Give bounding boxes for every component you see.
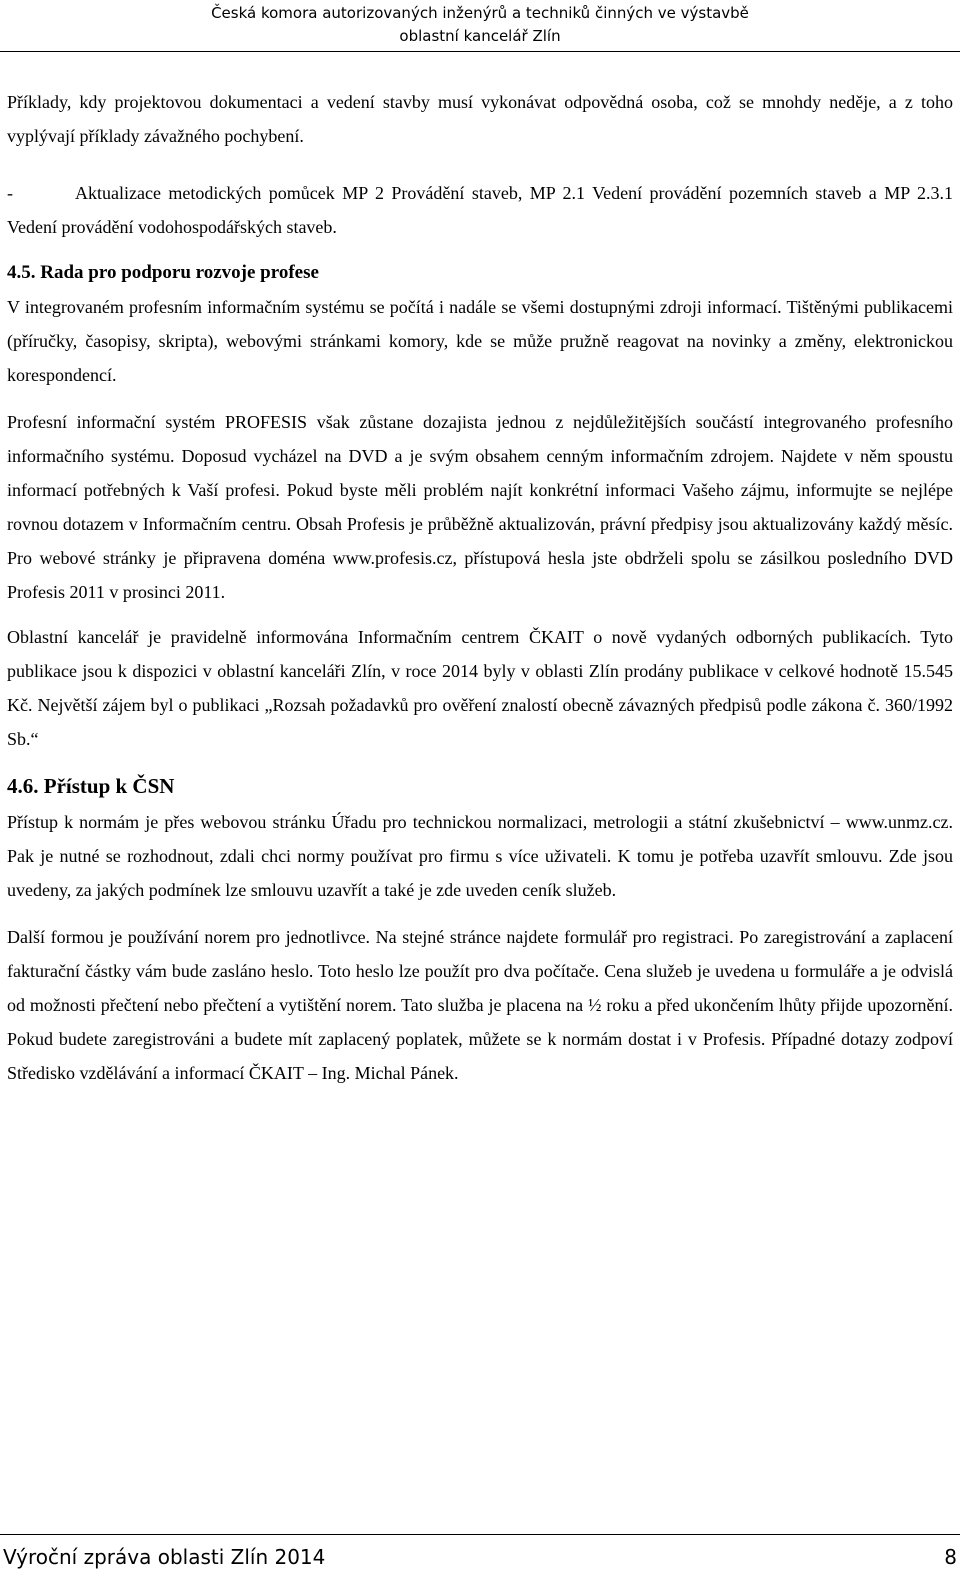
header-divider <box>0 51 960 52</box>
page-header <box>0 0 960 48</box>
document-body <box>7 85 953 1090</box>
paragraph-individual-access: Další formou je používání norem pro jednotlivce. Na stejné stránce najdete formulář pro registraci. Po zaregistrování a zaplacení fakturační částky vám bude zasláno heslo. Toto heslo lze použít pro dva počítače. Cena služeb je uvedena u formuláře a je odvislá od možnosti přečtení nebo přečtení a vytištění norem. Tato služba je placena na ½ roku a před ukončením lhůty přijde upozornění. Pokud budete zaregistrováni a budete mít zaplacený poplatek, můžete se k normám dostat i v Profesis. Případné dotazy zodpoví Středisko vzdělávání a informací ČKAIT – Ing. Michal Pánek. <box>7 927 953 1083</box>
header-office: oblastní kancelář Zlín <box>399 27 561 45</box>
footer-title: Výroční zpráva oblasti Zlín 2014 <box>3 1545 326 1569</box>
paragraph-information-system: V integrovaném profesním informačním systému se počítá i nadále se všemi dostupnými zdroji informací. Tištěnými publikacemi (příručky, časopisy, skripta), webovými stránkami komory, kde se může pružně reagovat na novinky a změny, elektronickou korespondencí. <box>7 297 953 385</box>
bullet-dash: - <box>7 183 13 203</box>
section-heading-4-5: 4.5. Rada pro podporu rozvoje profese <box>7 262 319 283</box>
paragraph-profesis: Profesní informační systém PROFESIS však zůstane dozajista jednou z nejdůležitějších součástí integrovaného profesního informačního systému. Doposud vycházel na DVD a je svým obsahem cenným informačním zdrojem. Najdete v něm spoustu informací potřebných k Vaší profesi. Pokud byste měli problém najít konkrétní informaci Vašeho zájmu, informujte se nejlépe rovnou dotazem v Informačním centru. Obsah Profesis je průběžně aktualizován, právní předpisy jsou aktualizovány každý měsíc. Pro webové stránky je připravena doména www.profesis.cz, přístupová hesla jste obdrželi spolu se zásilkou posledního DVD Profesis 2011 v prosinci 2011. <box>7 412 953 602</box>
paragraph-publications: Oblastní kancelář je pravidelně informována Informačním centrem ČKAIT o nově vydaných odborných publikacích. Tyto publikace jsou k dispozici v oblastní kanceláři Zlín, v roce 2014 byly v oblasti Zlín prodány publikace v celkové hodnotě 15.545 Kč. Největší zájem byl o publikaci „Rozsah požadavků pro ověření znalostí obecně závazných předpisů podle zákona č. 360/1992 Sb.“ <box>7 627 953 749</box>
spacer <box>7 907 953 920</box>
spacer <box>7 756 953 767</box>
bullet-item-methodology <box>7 176 953 244</box>
spacer <box>7 244 953 256</box>
paragraph-csn-access: Přístup k normám je přes webovou stránku Úřadu pro technickou normalizaci, metrologii a státní zkušebnictví – www.unmz.cz. Pak je nutné se rozhodnout, zdali chci normy používat pro firmu s více uživateli. K tomu je potřeba uzavřít smlouvu. Zde jsou uvedeny, za jakých podmínek lze smlouvu uzavřít a také je zde uveden ceník služeb. <box>7 812 953 900</box>
header-organization: Česká komora autorizovaných inženýrů a techniků činných ve výstavbě <box>211 4 749 22</box>
spacer <box>7 609 953 620</box>
bullet-item-text: Aktualizace metodických pomůcek MP 2 Provádění staveb, MP 2.1 Vedení provádění pozemních staveb a MP 2.3.1 Vedení provádění vodohospodářských staveb. <box>7 183 953 237</box>
section-heading-4-6: 4.6. Přístup k ČSN <box>7 774 175 798</box>
paragraph-examples: Příklady, kdy projektovou dokumentaci a vedení stavby musí vykonávat odpovědná osoba, což se mnohdy neděje, a z toho vyplývají příklady závažného pochybení. <box>7 92 953 146</box>
footer-divider <box>0 1534 960 1535</box>
spacer <box>7 153 953 176</box>
page-number: 8 <box>944 1545 957 1569</box>
spacer <box>7 392 953 405</box>
